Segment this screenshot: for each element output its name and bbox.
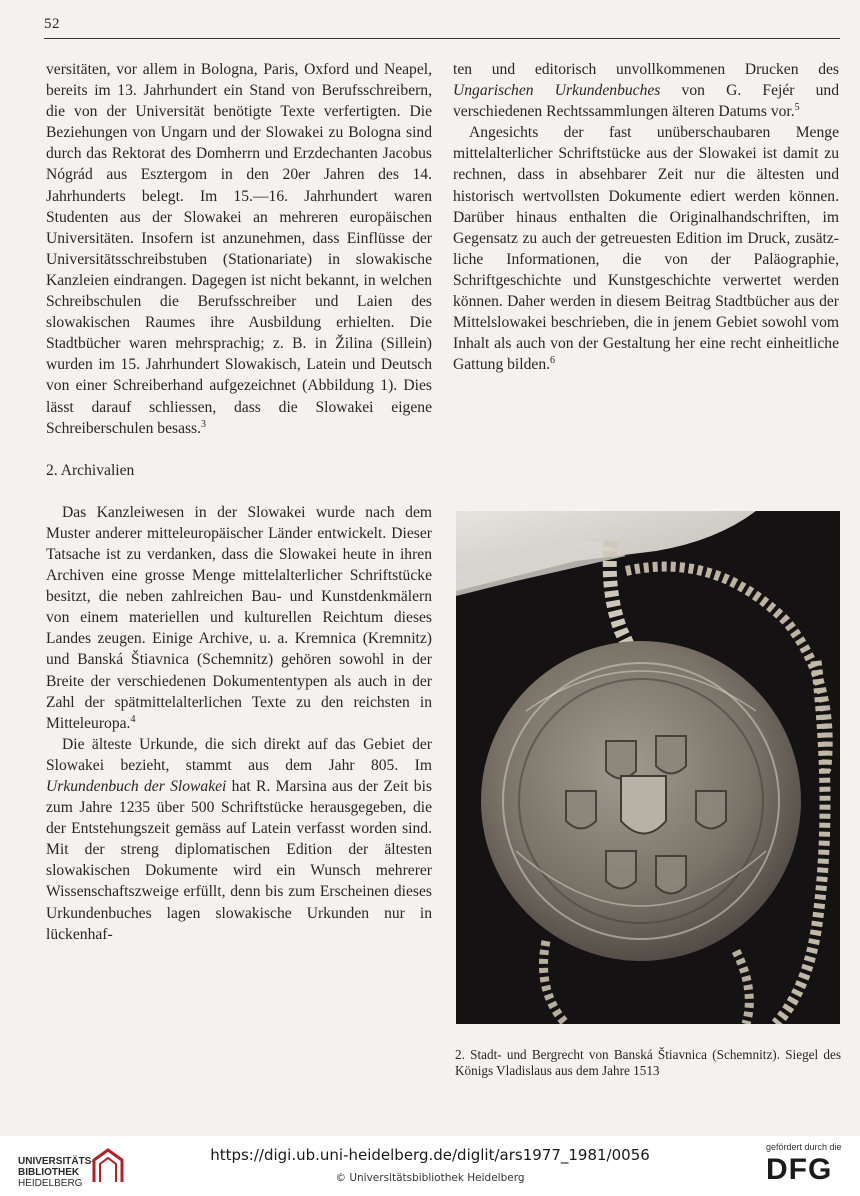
dfg-logo[interactable]: DFG bbox=[766, 1153, 833, 1186]
seal-image bbox=[456, 511, 840, 1024]
footnote-ref[interactable]: 4 bbox=[130, 713, 136, 725]
footer-bar bbox=[0, 1136, 860, 1196]
funded-by-label: gefördert durch die bbox=[766, 1142, 842, 1152]
library-logo[interactable]: UNIVERSITÄTS- BIBLIOTHEK HEIDELBERG bbox=[8, 1144, 128, 1188]
footnote-ref[interactable]: 6 bbox=[550, 355, 556, 367]
right-paragraph-1: ten und editorisch unvollkommenen Drucken des Ungarischen Urkundenbuches von G. Fejér und verschiedenen Rechtssammlungen älteren Datums vor.$^5$ bbox=[453, 61, 840, 121]
left-paragraph-3: Die älteste Urkunde, die sich direkt auf das Gebiet der Slowakei bezieht, stammt aus dem Jahr 805. Im Urkundenbuch der Slowakei hat R. Marsina aus der Zeit bis zum Jahre 1235 über 500 Schriftstücke herausgegeben, die der Entstehungszeit gemäss auf Latein verfasst worden sind. Mit der streng diplomatischen Edition der ältesten slowakischen Dokumente wird ein Wunsch mehrerer Wissenschaftszweige erfüllt, denn bis zum Erscheinen dieses Urkundenbuches lagen slowakische Urkunden nur in lückenhaf- bbox=[46, 735, 432, 943]
left-column bbox=[46, 59, 432, 945]
page-number: 52 bbox=[44, 16, 60, 32]
seal-photograph bbox=[456, 511, 840, 1024]
right-column bbox=[453, 59, 839, 375]
left-paragraph-2: Das Kanzleiwesen in der Slowakei wurde nach dem Muster anderer mitteleuropäischer Länder entwickelt. Dieser Tatsache ist zu verdanken, dass die Slowakei heute in ihren Archiven eine grosse Menge mittelalterlicher Schriftstücke besitzt, die neben zahlreichen Bau- und Kunstdenkmälern von einem materiellen und kulturellen Reichtum dieses Landes zeugen. Einige Archive, u. a. Kremnica (Kremnitz) und Banská Štiavnica (Schemnitz) gehören sowohl in der Breite der verschiedenen Dokumententypen als auch in der Zahl der spätmittelalterlichen Texte zu den reichsten in Mitteleuropa.$^4$ bbox=[46, 503, 432, 732]
section-heading: 2. Archivalien bbox=[46, 461, 135, 479]
figure-caption: 2. Stadt- und Bergrecht von Banská Štiavnica (Schemnitz). Siegel des Königs Vladislaus aus dem Jahre 1513 bbox=[455, 1047, 841, 1078]
left-paragraph-1: versitäten, vor allem in Bologna, Paris, Oxford und Neapel, bereits im 13. Jahrhundert ein Stand von Berufsschreibern, die von der Universität benötigte Texte verfertigten. Die Beziehungen von Ungarn und der Slowakei zu Bologna sind durch das Rektorat des Domherrn und Erzdechanten Jacobus Nógrád aus Esztergom in den 20er Jahren des 14. Jahrhunderts belegt. Im 15.—16. Jahrhundert waren Studenten aus der Slowakei an mehreren europäischen Universitäten. Insofern ist anzunehmen, dass Einflüsse der Universitätsschreibstuben (Stationariate) in slowakische Kanzleien eindrangen. Dagegen ist nicht bekannt, in welchen Schreibschulen die Berufsschreiber und Laien des slowakischen Raumes ihre Ausbildung erhielten. Die Stadtbücher waren mehrsprachig; z. B. in Žilina (Sillein) wurden im 15. Jahrhundert Slowakisch, Latein und Deutsch von einer Schreiberhand aufgezeichnet (Abbildung 1). Dies lässt darauf schliessen, dass die Slowakei eigene Schreiberschulen besass.$^3$ bbox=[46, 61, 432, 437]
document-url-link[interactable]: https://digi.ub.uni-heidelberg.de/diglit/ars1977_1981/0056 bbox=[210, 1146, 650, 1164]
footnote-ref[interactable]: 3 bbox=[201, 418, 207, 430]
copyright-notice: © Universitätsbibliothek Heidelberg bbox=[335, 1172, 525, 1184]
header-rule bbox=[44, 38, 840, 39]
right-paragraph-2: Angesichts der fast unüberschaubaren Menge mittelalterlicher Schriftstücke aus der Slowakei ist damit zu rechnen, dass in absehbarer Zeit nur die ältesten und historisch wertvollsten Dokumente ediert werden können. Darüber hinaus enthalten die Originalhandschriften, im Gegensatz zu auch der getreuesten Edition im Druck, zusätzliche Informationen, die von der Paläographie, Schriftgeschichte und Kunstgeschichte verwertet werden können. Daher werden in diesem Beitrag Stadtbücher aus der Mittelslowakei beschrieben, die in jenem Gebiet sowohl vom Inhalt als auch von der Gestaltung her eine recht einheitliche Gattung bilden.$^6$ bbox=[453, 124, 839, 374]
footnote-ref[interactable]: 5 bbox=[794, 102, 800, 113]
central-shield-icon bbox=[621, 776, 666, 834]
